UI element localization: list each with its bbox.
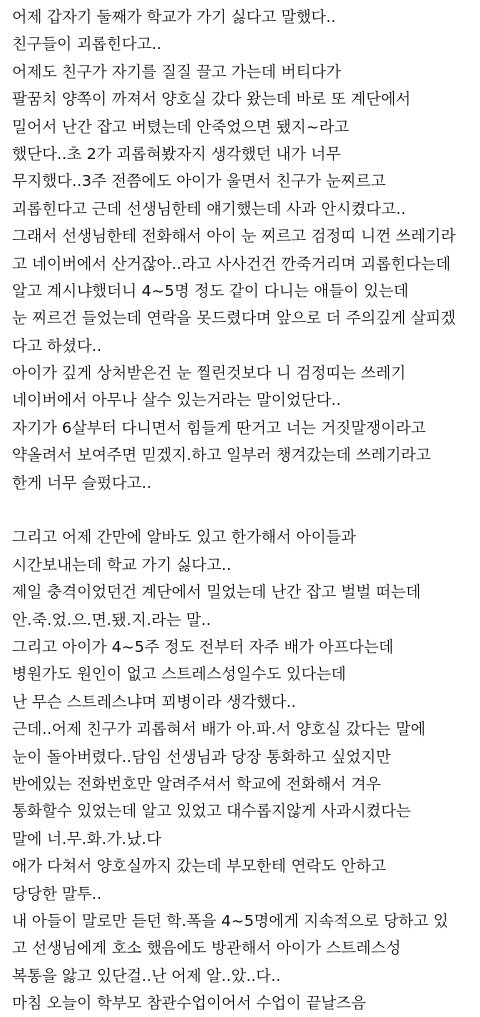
text-line: 말에 너.무.화.가.났.다 [12, 829, 162, 848]
text-line: 눈 찌르건 들었는데 연락을 못드렸다며 앞으로 더 주의깊게 살피겠 [12, 309, 456, 328]
text-line: 약올려서 보여주면 믿겠지.하고 일부러 챙겨갔는데 쓰레기라고 [12, 446, 431, 465]
text-line: 네이버에서 아무나 살수 있는거라는 말이었단다.. [12, 391, 342, 410]
text-line: 아이가 깊게 상처받은건 눈 찔린것보다 니 검정띠는 쓰레기 [12, 364, 406, 383]
text-line: 고 선생님에게 호소 했음에도 방관해서 아이가 스트레스성 [12, 939, 401, 958]
text-line: 내 아들이 말로만 듣던 학.폭을 4~5명에게 지속적으로 당하고 있 [12, 911, 449, 930]
text-line: 다고 하셨다.. [12, 336, 102, 355]
text-line: 고 네이버에서 산거잖아..라고 사사건건 깐죽거리며 괴롭힌다는데 [12, 254, 451, 273]
text-line: 통화할수 있었는데 알고 있었고 대수롭지않게 사과시켰다는 [12, 802, 411, 821]
text-line: 안.죽.었.으.면.됐.지.라는 말.. [12, 610, 212, 629]
post-body [12, 4, 474, 1017]
text-line: 제일 충격이었던건 계단에서 밀었는데 난간 잡고 벌벌 떠는데 [12, 583, 421, 602]
text-line: 그리고 어제 간만에 알바도 있고 한가해서 아이들과 [12, 528, 356, 547]
text-line: 자기가 6살부터 다니면서 힘들게 딴거고 너는 거짓말쟁이라고 [12, 418, 426, 437]
text-line: 했단다..초 2가 괴롭혀봤자지 생각했던 내가 너무 [12, 144, 341, 163]
text-line: 알고 계시냐했더니 4~5명 정도 같이 다니는 애들이 있는데 [12, 281, 409, 300]
text-line: 무지했다..3주 전쯤에도 아이가 울면서 친구가 눈찌르고 [12, 172, 386, 191]
text-line: 복통을 앓고 있단걸..난 어제 알..았..다.. [12, 966, 281, 985]
text-line: 병원가도 원인이 없고 스트레스성일수도 있다는데 [12, 665, 347, 684]
text-line: 괴롭힌다고 근데 선생님한테 얘기했는데 사과 안시켰다고.. [12, 199, 406, 218]
text-line: 당당한 말투.. [12, 884, 102, 903]
text-line: 그래서 선생님한테 전화해서 아이 눈 찌르고 검정띠 니껀 쓰레기라 [12, 227, 456, 246]
text-line: 애가 다쳐서 양호실까지 갔는데 부모한테 연락도 안하고 [12, 857, 386, 876]
text-line: 밀어서 난간 잡고 버텼는데 안죽었으면 됐지~라고 [12, 117, 350, 136]
paragraph-gap [12, 497, 474, 524]
text-line: 한게 너무 슬펐다고.. [12, 473, 152, 492]
text-line: 눈이 돌아버렸다..담임 선생님과 당장 통화하고 싶었지만 [12, 747, 391, 766]
paragraph-2 [12, 524, 474, 1017]
text-line: 어제 갑자기 둘째가 학교가 가기 싫다고 말했다.. [12, 8, 336, 26]
paragraph-1 [12, 4, 474, 497]
text-line: 시간보내는데 학교 가기 싫다고.. [12, 555, 232, 574]
text-line: 그리고 아이가 4~5주 정도 전부터 자주 배가 아프다는데 [12, 637, 394, 656]
text-line: 마침 오늘이 학부모 참관수업이어서 수업이 끝날즈음 [12, 994, 367, 1013]
text-line: 난 무슨 스트레스냐며 꾀병이라 생각했다.. [12, 692, 297, 711]
text-line: 어제도 친구가 자기를 질질 끌고 가는데 버티다가 [12, 62, 342, 81]
text-line: 반에있는 전화번호만 알려주셔서 학교에 전화해서 겨우 [12, 774, 382, 793]
text-line: 팔꿈치 양쪽이 까져서 양호실 갔다 왔는데 바로 또 계단에서 [12, 90, 411, 109]
text-line: 친구들이 괴롭힌다고.. [12, 35, 162, 54]
text-line: 근데..어제 친구가 괴롭혀서 배가 아.파.서 양호실 갔다는 말에 [12, 720, 426, 739]
